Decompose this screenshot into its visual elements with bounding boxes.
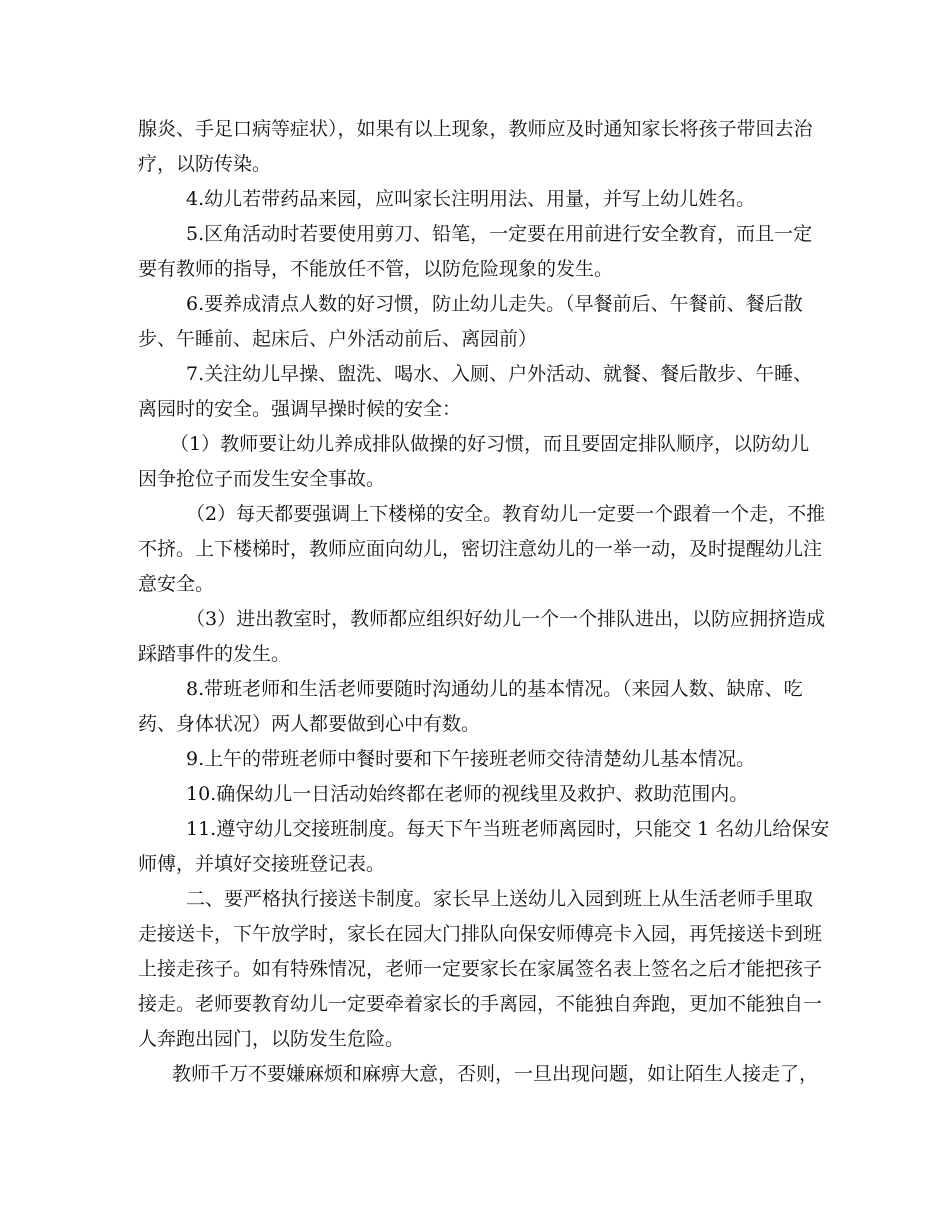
text-line-25: 上接走孩子。如有特殊情况，老师一定要家长在家属签名表上签名之后才能把孩子 xyxy=(138,958,823,980)
text-line-13: 不挤。上下楼梯时，教师应面向幼儿，密切注意幼儿的一举一动，及时提醒幼儿注 xyxy=(138,538,823,560)
text-line-18: 药、身体状况）两人都要做到心中有数。 xyxy=(138,713,481,735)
text-line-11: 因争抢位子而发生安全事故。 xyxy=(138,468,386,490)
text-line-1: 腺炎、手足口病等症状），如果有以上现象，教师应及时通知家长将孩子带回去治 xyxy=(138,118,813,140)
text-line-7: 步、午睡前、起床后、户外活动前后、离园前） xyxy=(138,328,538,350)
text-line-9: 离园时的安全。强调早操时候的安全： xyxy=(138,398,462,420)
text-line-6: 6.要养成清点人数的好习惯，防止幼儿走失。（早餐前后、午餐前、餐后散 xyxy=(186,293,803,315)
text-line-23: 二、要严格执行接送卡制度。家长早上送幼儿入园到班上从生活老师手里取 xyxy=(186,888,814,910)
text-line-12: （2）每天都要强调上下楼梯的安全。教育幼儿一定要一个跟着一个走，不推 xyxy=(186,503,826,525)
text-line-4: 5.区角活动时若要使用剪刀、铅笔，一定要在用前进行安全教育，而且一定 xyxy=(186,223,813,245)
text-line-10: （1）教师要让幼儿养成排队做操的好习惯，而且要固定排队顺序，以防幼儿 xyxy=(170,433,810,455)
text-line-8: 7.关注幼儿早操、盥洗、喝水、入厕、户外活动、就餐、餐后散步、午睡、 xyxy=(186,363,813,385)
text-line-17: 8.带班老师和生活老师要随时沟通幼儿的基本情况。（来园人数、缺席、吃 xyxy=(186,678,803,700)
text-line-28: 教师千万不要嫌麻烦和麻痹大意，否则，一旦出现问题，如让陌生人接走了， xyxy=(172,1063,819,1085)
text-line-24: 走接送卡，下午放学时，家长在园大门排队向保安师傅亮卡入园，再凭接送卡到班 xyxy=(138,923,823,945)
text-line-19: 9.上午的带班老师中餐时要和下午接班老师交待清楚幼儿基本情况。 xyxy=(186,748,756,770)
text-line-2: 疗，以防传染。 xyxy=(138,153,272,175)
text-line-27: 人奔跑出园门，以防发生危险。 xyxy=(138,1028,405,1050)
text-line-21: 11.遵守幼儿交接班制度。每天下午当班老师离园时，只能交 1 名幼儿给保安 xyxy=(186,818,830,840)
text-line-22: 师傅，并填好交接班登记表。 xyxy=(138,853,386,875)
text-line-5: 要有教师的指导，不能放任不管，以防危险现象的发生。 xyxy=(138,258,614,280)
text-line-26: 接走。老师要教育幼儿一定要牵着家长的手离园，不能独自奔跑，更加不能独自一 xyxy=(138,993,823,1015)
text-line-20: 10.确保幼儿一日活动始终都在老师的视线里及救护、救助范围内。 xyxy=(186,783,749,805)
text-line-3: 4.幼儿若带药品来园，应叫家长注明用法、用量，并写上幼儿姓名。 xyxy=(186,188,756,210)
text-line-14: 意安全。 xyxy=(138,573,215,595)
text-line-15: （3）进出教室时，教师都应组织好幼儿一个一个排队进出，以防应拥挤造成 xyxy=(186,608,826,630)
text-line-16: 踩踏事件的发生。 xyxy=(138,643,291,665)
